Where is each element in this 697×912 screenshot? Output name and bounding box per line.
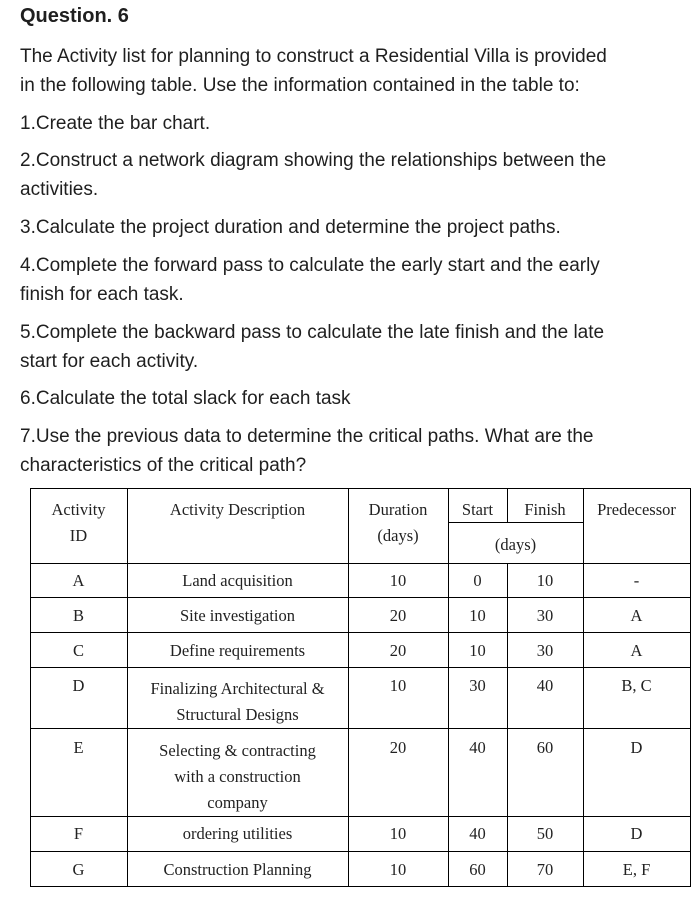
table-row-divider xyxy=(30,728,691,729)
table-row-divider xyxy=(30,816,691,817)
row-f-predecessor: D xyxy=(630,824,643,843)
row-a-finish: 10 xyxy=(536,571,554,590)
row-e-description xyxy=(127,738,348,816)
activity-table xyxy=(30,488,691,887)
row-e-id: E xyxy=(73,738,84,757)
row-d-description-line-2: Structural Designs xyxy=(176,705,299,724)
header-duration-line-1: Duration xyxy=(368,500,428,519)
row-g-finish: 70 xyxy=(536,860,554,879)
row-d-predecessor: B, C xyxy=(621,676,652,695)
header-activity-id-line-1: Activity xyxy=(51,500,106,519)
item-5-line-2: start for each activity. xyxy=(20,351,199,372)
header-duration xyxy=(348,500,448,546)
row-g-description: Construction Planning xyxy=(163,860,312,879)
row-g-start: 60 xyxy=(469,860,486,879)
row-b-description: Site investigation xyxy=(179,606,296,625)
intro-line-1: The Activity list for planning to construct a Residential Villa is provided xyxy=(20,46,607,67)
item-7-line-2: characteristics of the critical path? xyxy=(20,455,307,476)
row-b-id: B xyxy=(72,606,84,625)
row-g-predecessor: E, F xyxy=(622,860,651,879)
row-a-start: 0 xyxy=(473,571,482,590)
header-duration-line-2: (days) xyxy=(377,526,419,545)
table-row-divider xyxy=(30,632,691,633)
header-start: Start xyxy=(461,500,494,519)
row-e-duration: 20 xyxy=(389,738,407,757)
row-c-predecessor: A xyxy=(630,641,643,660)
table-border-right xyxy=(690,488,691,887)
item-5-line-1: 5.Complete the backward pass to calculate the late finish and the late xyxy=(20,322,605,343)
row-c-description: Define requirements xyxy=(169,641,306,660)
question-title: Question. 6 xyxy=(20,5,129,27)
item-1: 1.Create the bar chart. xyxy=(20,113,211,134)
item-4-line-1: 4.Complete the forward pass to calculate the early start and the early xyxy=(20,255,600,276)
row-b-predecessor: A xyxy=(630,606,643,625)
header-activity-id-line-2: ID xyxy=(69,526,88,545)
row-d-description-line-1: Finalizing Architectural & xyxy=(150,679,325,698)
row-g-id: G xyxy=(72,860,85,879)
row-e-predecessor: D xyxy=(630,738,643,757)
row-e-start: 40 xyxy=(469,738,486,757)
row-a-predecessor: - xyxy=(633,571,640,590)
row-a-description: Land acquisition xyxy=(182,571,293,590)
item-2-line-2: activities. xyxy=(20,179,99,200)
table-row-divider xyxy=(30,597,691,598)
row-c-id: C xyxy=(72,641,84,660)
row-e-description-line-1: Selecting & contracting xyxy=(159,741,316,760)
table-row-divider xyxy=(30,667,691,668)
header-predecessor: Predecessor xyxy=(597,500,676,519)
row-a-id: A xyxy=(72,571,85,590)
item-3: 3.Calculate the project duration and determine the project paths. xyxy=(20,217,561,238)
row-b-start: 10 xyxy=(469,606,486,625)
row-e-finish: 60 xyxy=(536,738,554,757)
row-d-start: 30 xyxy=(469,676,486,695)
table-subheader-divider xyxy=(448,522,583,523)
row-d-finish: 40 xyxy=(536,676,554,695)
row-a-duration: 10 xyxy=(389,571,407,590)
row-d-description xyxy=(127,676,348,728)
item-2-line-1: 2.Construct a network diagram showing the relationships between the xyxy=(20,150,607,171)
item-7-line-1: 7.Use the previous data to determine the critical paths. What are the xyxy=(20,426,594,447)
row-d-id: D xyxy=(72,676,85,695)
table-header-divider xyxy=(30,563,691,564)
row-g-duration: 10 xyxy=(389,860,407,879)
table-border-top xyxy=(30,488,691,489)
row-f-description: ordering utilities xyxy=(182,824,293,843)
row-c-duration: 20 xyxy=(389,641,407,660)
header-description: Activity Description xyxy=(169,500,306,519)
row-f-start: 40 xyxy=(469,824,486,843)
header-finish: Finish xyxy=(524,500,566,519)
intro-line-2: in the following table. Use the information contained in the table to: xyxy=(20,75,580,96)
row-c-finish: 30 xyxy=(536,641,554,660)
header-start-finish-unit: (days) xyxy=(494,535,537,554)
row-d-duration: 10 xyxy=(389,676,407,695)
table-border-bottom xyxy=(30,886,691,887)
row-f-id: F xyxy=(73,824,84,843)
row-f-duration: 10 xyxy=(389,824,407,843)
row-b-finish: 30 xyxy=(536,606,554,625)
row-e-description-line-3: company xyxy=(207,793,268,812)
row-b-duration: 20 xyxy=(389,606,407,625)
row-c-start: 10 xyxy=(469,641,486,660)
table-row-divider xyxy=(30,851,691,852)
row-f-finish: 50 xyxy=(536,824,554,843)
header-activity-id xyxy=(30,500,127,546)
row-e-description-line-2: with a construction xyxy=(174,767,301,786)
item-4-line-2: finish for each task. xyxy=(20,284,184,305)
item-6: 6.Calculate the total slack for each task xyxy=(20,388,351,409)
